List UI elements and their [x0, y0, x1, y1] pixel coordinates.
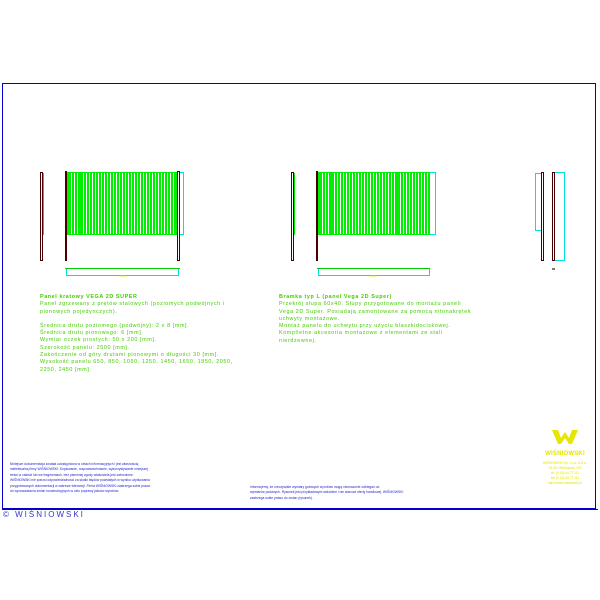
disclaimer-line: wymiarów podanych. Rysunek jest przykładowym widokiem i nie stanowi oferty handlowej. WIŚNIOWSKI: [250, 490, 404, 495]
company-address: WIŚNIOWSKI Sp. z o.o. S.K.A. 33-311 Wielogłowy 153 tel. (0-18) 44 77 111 fax (0-18) 44 77 110 http://www.wisniowski.pl: [542, 461, 588, 485]
note-line: nierdzewnej.: [279, 337, 317, 344]
disclaimer-line: przygotowanych dokumentacji w zakresie tolerancji. Firma WIŚNIOWSKI zastrzega sobie prawo: [10, 483, 151, 488]
spec-line: Wymiar oczek prostych: 50 x 200 [mm].: [40, 337, 157, 344]
side-height-dimension: [555, 172, 565, 261]
panel-description: [40, 294, 240, 374]
mesh-panel: [67, 172, 177, 235]
side-panel-edge: [43, 173, 44, 235]
spec-line: 2250, 2450 [mm].: [40, 366, 92, 373]
note-line: Komplletne akcesoria montażowe z elementami ze stali: [279, 330, 443, 337]
base-marker: [552, 268, 555, 270]
note-line: uchwyty montażowe.: [279, 315, 340, 322]
spec-line: Szerokość panelu: 2500 [mm].: [40, 344, 130, 351]
disclaimer-line: do wprowadzania zmian konstrukcyjnych w celu poprawy jakości wyrobów.: [10, 489, 120, 494]
height-dimension: [430, 172, 436, 235]
panel-title: Panel kratowy VEGA 2D SUPER: [40, 294, 138, 300]
footer-rule: [2, 509, 598, 510]
disclaimer-left: [10, 462, 200, 494]
note-line: pionowych pojedynczych).: [40, 308, 118, 315]
note-line: Montaż panelu do uchwytu przy użyciu blaszkidociskowej.: [279, 323, 451, 330]
copyright: © WIŚNIOWSKI: [3, 510, 85, 519]
disclaimer-center: [250, 485, 435, 501]
disclaimer-line: treści w całości lub we fragmentach, bez pisemnej zgody właściciela jest zabronione.: [10, 472, 134, 477]
gate-mesh-panel: [318, 172, 430, 235]
disclaimer-line: zastrzega sobie prawo do zmian (rysunek).: [250, 495, 313, 500]
gate-title: Bramka typ L (panel Vega 2D Super): [279, 294, 392, 300]
note-line: Panel zgrzewany z prętów stalowych (poziomych podwójnych i: [40, 301, 225, 308]
disclaimer-line: WIŚNIOWSKI nie ponosi odpowiedzialności za skutki błędów powstałych w wyniku użytkowania: [10, 478, 150, 483]
disclaimer-line: intelektualną firmy WIŚNIOWSKI. Kopiowanie, rozpowszechnianie, wykorzystywanie niniejszej: [10, 467, 148, 472]
width-label: 2500: [120, 274, 127, 278]
spec-line: Wysokość panelu 650, 850, 1050, 1250, 1450, 1650, 1850, 2050,: [40, 359, 233, 366]
height-dimension: [180, 172, 184, 235]
spec-line: Średnica drutu poziomego (podwójny): 2 x 8 [mm].: [40, 322, 190, 329]
spec-line: Zakończenie od góry drutami pionowymi o długości 30 [mm].: [40, 352, 219, 359]
note-line: Przekrój słupa 60x40. Słupy przygotowane do montażu paneli: [279, 301, 462, 308]
width-label: 2500: [370, 274, 377, 278]
spec-line: Średnica drutu pionowego: 6 [mm].: [40, 330, 144, 337]
company-logo: [530, 430, 600, 486]
gate-description: [279, 294, 479, 345]
brand-name: WIŚNIOWSKI: [545, 451, 585, 457]
disclaimer-line: Niniejsze dokumentacja została udostępniona w celach informacyjnych i jest własnością: [10, 462, 139, 466]
note-line: Vega 2D Super. Posiadają zamontowane za pomocą nitonakrętek: [279, 308, 472, 315]
disclaimer-line: Informujemy, że rzeczywiste wymiary gotowych wyrobów mogą nieznacznie odbiegać od: [250, 485, 380, 489]
side-panel-edge: [294, 173, 295, 235]
side-post-1: [541, 172, 544, 261]
wisniowski-logo-icon: [552, 430, 578, 444]
